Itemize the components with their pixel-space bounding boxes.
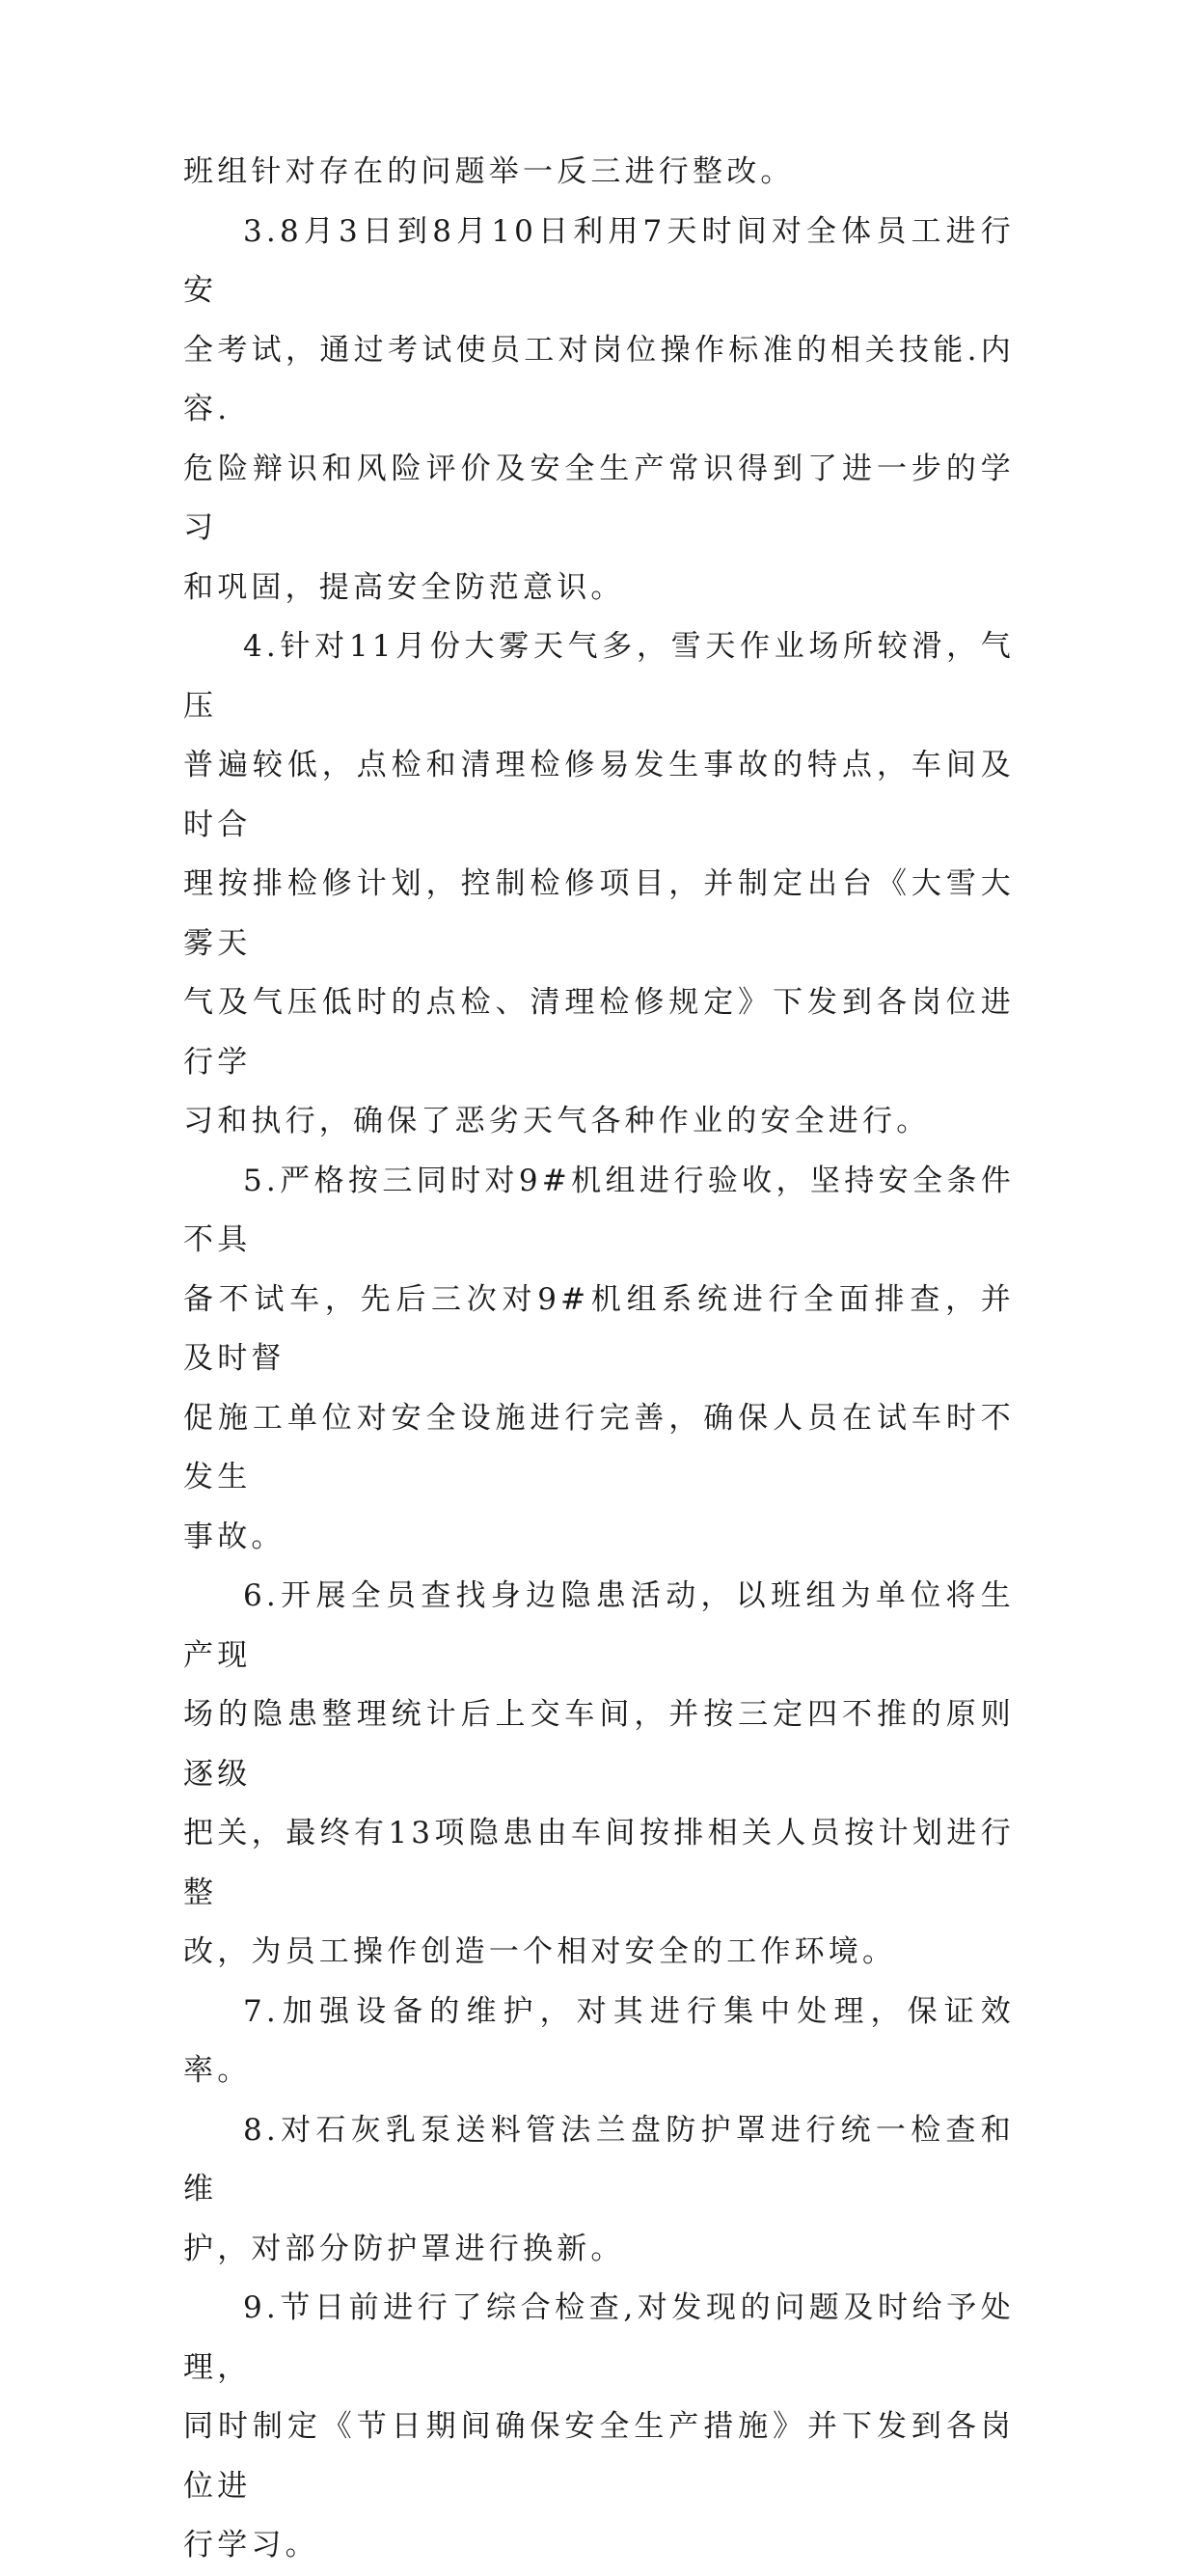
paragraph-continuation: 班组针对存在的问题举一反三进行整改。	[183, 154, 795, 189]
paragraph-item-7: 7.加强设备的维护，对其进行集中处理，保证效率。	[183, 1993, 1015, 2088]
paragraph-item-4: 4.针对11月份大雾天气多，雪天作业场所较滑，气压 普遍较低，点检和清理检修易发生事故的特点，车间及时合 理按排检修计划，控制检修项目，并制定出台《大雪大雾天 气及气压低时的点检、清理检修规定》下发到各岗位进行学 习和执行，确保了恶劣天气各种作业的安全进行。	[183, 629, 1015, 1138]
document-body	[183, 143, 1015, 2576]
paragraph-item-3: 3.8月3日到8月10日利用7天时间对全体员工进行安 全考试，通过考试使员工对岗位操作标准的相关技能.内容. 危险辩识和风险评价及安全生产常识得到了进一步的学习 和巩固，提高安全防范意识。	[183, 213, 1015, 605]
paragraph-item-5: 5.严格按三同时对9#机组进行验收，坚持安全条件不具 备不试车，先后三次对9#机组系统进行全面排查，并及时督 促施工单位对安全设施进行完善，确保人员在试车时不发生 事故。	[183, 1163, 1015, 1554]
paragraph-item-8: 8.对石灰乳泵送料管法兰盘防护罩进行统一检查和维 护，对部分防护罩进行换新。	[183, 2112, 1015, 2266]
paragraph-item-6: 6.开展全员查找身边隐患活动，以班组为单位将生产现 场的隐患整理统计后上交车间，并按三定四不推的原则逐级 把关，最终有13项隐患由车间按排相关人员按计划进行整 改，为员工操作创造一个相对安全的工作环境。	[183, 1578, 1015, 1969]
paragraph-item-9: 9.节日前进行了综合检查,对发现的问题及时给予处理， 同时制定《节日期间确保安全生产措施》并下发到各岗位进 行学习。	[183, 2290, 1015, 2562]
